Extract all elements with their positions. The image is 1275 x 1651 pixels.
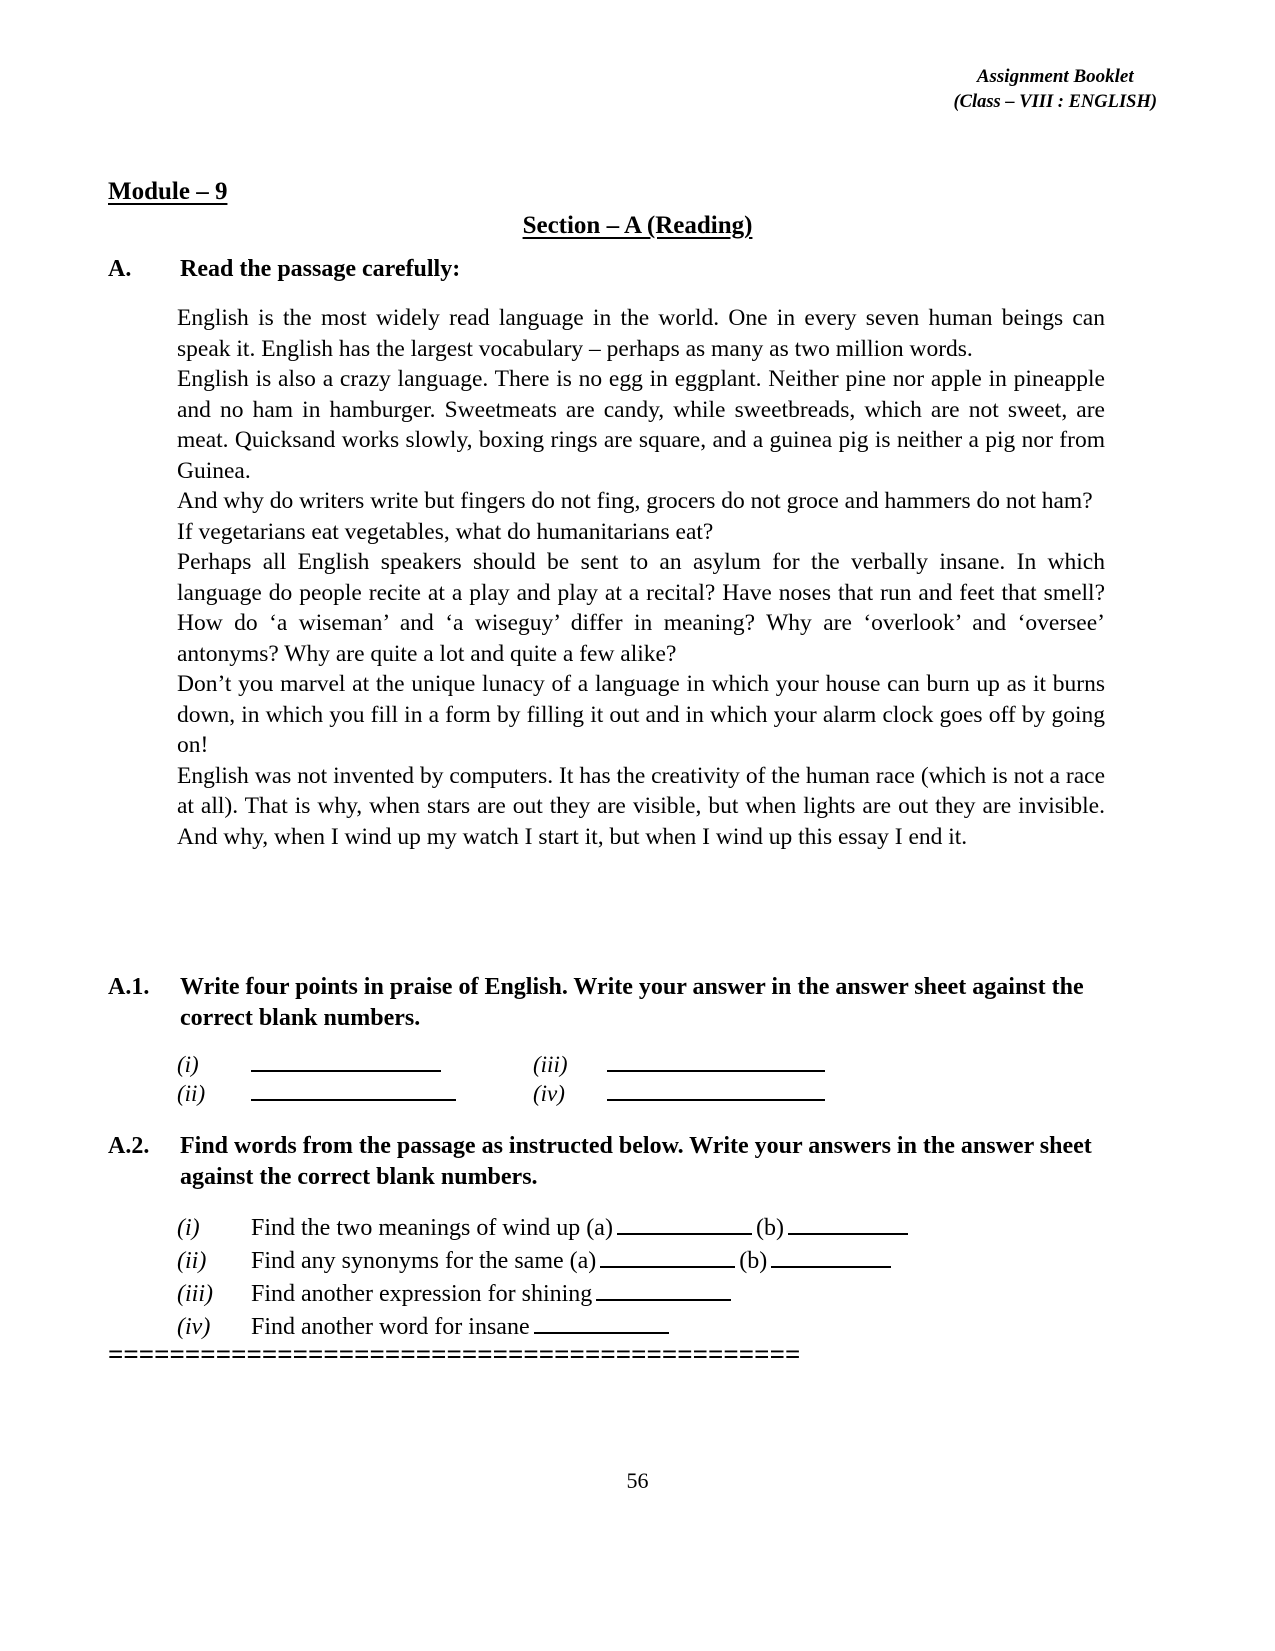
blank-cell-i[interactable] <box>177 1052 533 1078</box>
list-item <box>177 1245 1107 1278</box>
passage-paragraph-6: Don’t you marvel at the unique lunacy of a language in which your house can burn up as it burns down, in which you fill in a form by filling it out and in which your alarm clock goes off by going on! <box>177 671 1105 758</box>
passage-paragraph-4: If vegetarians eat vegetables, what do humanitarians eat? <box>177 518 714 545</box>
answer-blank-iv[interactable] <box>534 1315 669 1334</box>
item-text-ii-part1: Find any synonyms for the same (a) <box>251 1248 597 1274</box>
list-item <box>177 1212 1107 1245</box>
blank-numeral-iii: (iii) <box>533 1052 568 1077</box>
question-a2-item-list <box>177 1212 1107 1344</box>
blank-row <box>177 1081 1107 1110</box>
blank-row <box>177 1052 1107 1081</box>
item-text-iii-part1: Find another expression for shining <box>251 1281 593 1307</box>
item-text-iv-part1: Find another word for insane <box>251 1314 530 1340</box>
passage-paragraph-3: And why do writers write but fingers do not fing, grocers do not groce and hammers do not ham? <box>177 488 1093 514</box>
answer-blank-i-b[interactable] <box>788 1216 908 1235</box>
answer-blank-i-a[interactable] <box>617 1216 752 1235</box>
question-a-marker: A. <box>108 256 132 282</box>
question-a1 <box>108 972 1108 1034</box>
item-numeral-iii: (iii) <box>177 1281 213 1307</box>
section-title-text: Section – A (Reading) <box>522 212 753 239</box>
section-title <box>0 212 1275 240</box>
blank-cell-iv[interactable] <box>533 1081 889 1107</box>
item-text-i-part1: Find the two meanings of wind up (a) <box>251 1215 613 1241</box>
answer-blank-ii-b[interactable] <box>771 1249 891 1268</box>
passage-paragraph-7: English was not invented by computers. It has the creativity of the human race (which is not a race at all). That is why, when stars are out they are visible, but when lights are out they are invisible. And why, when I wind up my watch I start it, but when I wind up this essay I end it. <box>177 762 1105 850</box>
header-class-subject: (Class – VIII : ENGLISH) <box>953 91 1157 112</box>
question-a2 <box>108 1131 1108 1193</box>
blank-numeral-ii: (ii) <box>177 1081 206 1106</box>
passage-paragraph-1: English is the most widely read language in the world. One in every seven human beings can speak it. English has the largest vocabulary – perhaps as many as two million words. <box>177 305 1105 362</box>
answer-blank-iii[interactable] <box>596 1282 731 1301</box>
question-a1-marker: A.1. <box>108 974 150 1000</box>
question-a2-marker: A.2. <box>108 1133 150 1159</box>
header-booklet-title: Assignment Booklet <box>976 66 1134 87</box>
reading-passage <box>177 303 1105 852</box>
module-title: Module – 9 <box>108 178 228 205</box>
answer-blank-line-iii[interactable] <box>607 1052 825 1072</box>
blank-cell-ii[interactable] <box>177 1081 533 1107</box>
blank-numeral-i: (i) <box>177 1052 199 1077</box>
page-header <box>953 64 1157 115</box>
item-numeral-iv: (iv) <box>177 1314 211 1340</box>
passage-paragraph-5: Perhaps all English speakers should be sent to an asylum for the verbally insane. In which language do people recite at a play and play at a recital? Have noses that run and feet that smell? How do ‘a wiseman’ and ‘a wiseguy’ differ in meaning? Why are ‘overlook’ and ‘oversee’ antonyms? Why are quite a lot and quite a few alike? <box>177 549 1105 667</box>
blank-cell-iii[interactable] <box>533 1052 889 1078</box>
item-numeral-ii: (ii) <box>177 1248 207 1274</box>
answer-blank-line-i[interactable] <box>251 1052 441 1072</box>
answer-blank-line-iv[interactable] <box>607 1081 825 1101</box>
answer-blank-line-ii[interactable] <box>251 1081 456 1101</box>
section-separator: ============================================= <box>108 1339 801 1369</box>
question-a-text: Read the passage carefully: <box>180 256 461 282</box>
item-text-i-part2: (b) <box>755 1215 784 1241</box>
question-a-heading <box>108 256 1108 283</box>
answer-blank-ii-a[interactable] <box>600 1249 735 1268</box>
blank-numeral-iv: (iv) <box>533 1081 565 1106</box>
item-numeral-i: (i) <box>177 1215 200 1241</box>
passage-paragraph-2: English is also a crazy language. There is no egg in eggplant. Neither pine nor apple in pineapple and no ham in hamburger. Sweetmeats are candy, while sweetbreads, which are not sweet, are meat. Quicksand works slowly, boxing rings are square, and a guinea pig is neither a pig nor from Guinea. <box>177 366 1105 484</box>
item-text-ii-part2: (b) <box>739 1248 768 1274</box>
page-number: 56 <box>626 1468 649 1493</box>
question-a2-text: Find words from the passage as instructed below. Write your answers in the answer sheet against the correct blank numbers. <box>180 1133 1092 1190</box>
question-a1-blank-grid <box>177 1052 1107 1110</box>
list-item <box>177 1278 1107 1311</box>
question-a1-text: Write four points in praise of English. Write your answer in the answer sheet against the correct blank numbers. <box>180 974 1084 1031</box>
